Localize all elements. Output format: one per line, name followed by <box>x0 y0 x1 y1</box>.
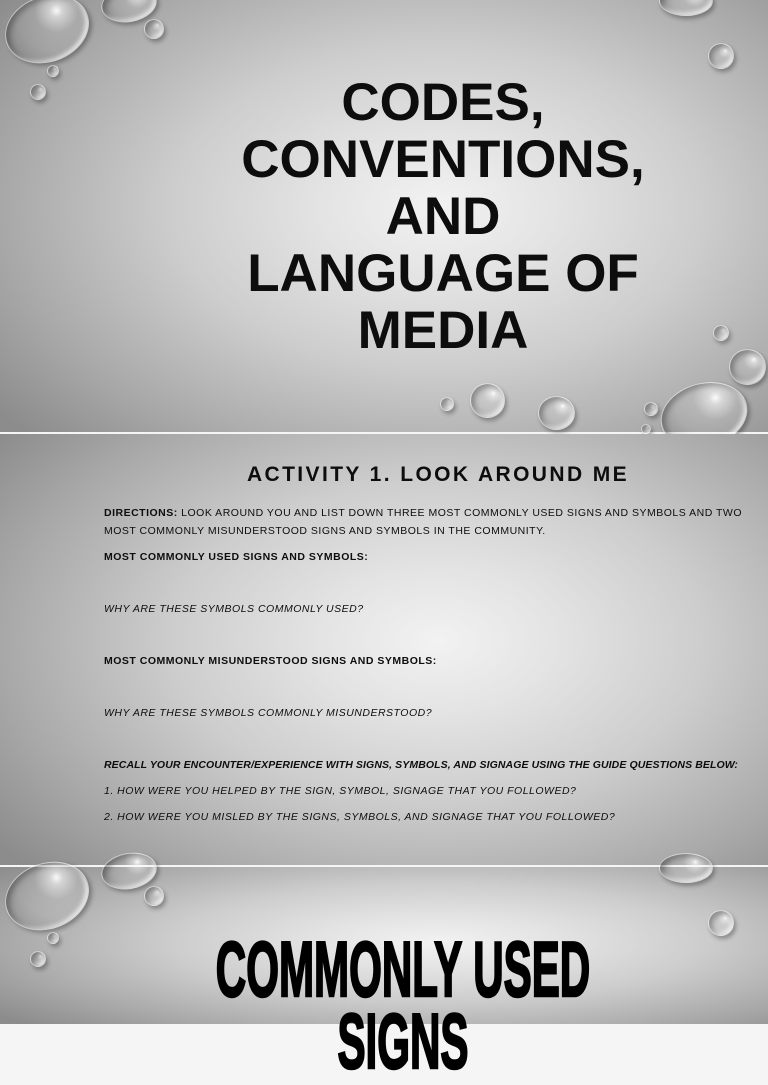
water-droplet <box>641 424 651 434</box>
water-droplet <box>144 19 164 39</box>
water-droplet <box>659 853 713 883</box>
title-line: MEDIA <box>357 301 529 360</box>
slide-title-heading <box>200 74 686 359</box>
water-droplet <box>440 397 454 411</box>
water-droplet <box>538 396 575 430</box>
recall-prompt: RECALL YOUR ENCOUNTER/EXPERIENCE WITH SIGNS, SYMBOLS, AND SIGNAGE USING THE GUIDE QUESTIONS BELOW: <box>104 759 739 771</box>
section-title <box>209 925 598 1085</box>
water-droplet <box>47 65 59 77</box>
water-droplet <box>729 349 766 385</box>
guide-question-1: 1. HOW WERE YOU HELPED BY THE SIGN, SYMBOL, SIGNAGE THAT YOU FOLLOWED? <box>104 785 577 797</box>
water-droplet <box>47 932 59 944</box>
title-line: AND <box>385 187 501 246</box>
water-droplet <box>470 383 505 418</box>
water-droplet <box>644 402 658 416</box>
title-line: LANGUAGE OF <box>247 244 639 303</box>
used-signs-heading: MOST COMMONLY USED SIGNS AND SYMBOLS: <box>104 551 369 563</box>
section-title-line: SIGNS <box>337 997 469 1085</box>
guide-question-2: 2. HOW WERE YOU MISLED BY THE SIGNS, SYMBOLS, AND SIGNAGE THAT YOU FOLLOWED? <box>104 811 616 823</box>
water-droplet <box>30 84 46 100</box>
water-droplet <box>708 910 734 936</box>
water-droplet <box>144 886 164 906</box>
water-droplet <box>713 325 729 341</box>
water-droplet <box>30 951 46 967</box>
used-signs-question: WHY ARE THESE SYMBOLS COMMONLY USED? <box>104 603 364 615</box>
misunderstood-signs-heading: MOST COMMONLY MISUNDERSTOOD SIGNS AND SYMBOLS: <box>104 655 437 667</box>
slide-title <box>0 0 768 432</box>
water-droplet <box>0 0 99 75</box>
section-title-line: COMMONLY USED <box>215 925 591 1013</box>
directions-label: DIRECTIONS: <box>104 507 178 519</box>
misunderstood-signs-question: WHY ARE THESE SYMBOLS COMMONLY MISUNDERSTOOD? <box>104 707 433 719</box>
activity-title: ACTIVITY 1. LOOK AROUND ME <box>246 463 630 486</box>
title-line: CODES, <box>341 73 545 132</box>
slide-activity <box>0 434 768 865</box>
directions-text: LOOK AROUND YOU AND LIST DOWN THREE MOST COMMONLY USED SIGNS AND SYMBOLS AND TWO MOST COMMONLY MISUNDERSTOOD SIGNS AND SYMBOLS IN THE COMMUNITY. <box>104 507 742 537</box>
water-droplet <box>659 0 713 16</box>
directions-paragraph <box>104 504 744 540</box>
title-line: CONVENTIONS, <box>241 130 645 189</box>
water-droplet <box>708 43 734 69</box>
slide-section <box>0 867 768 1085</box>
